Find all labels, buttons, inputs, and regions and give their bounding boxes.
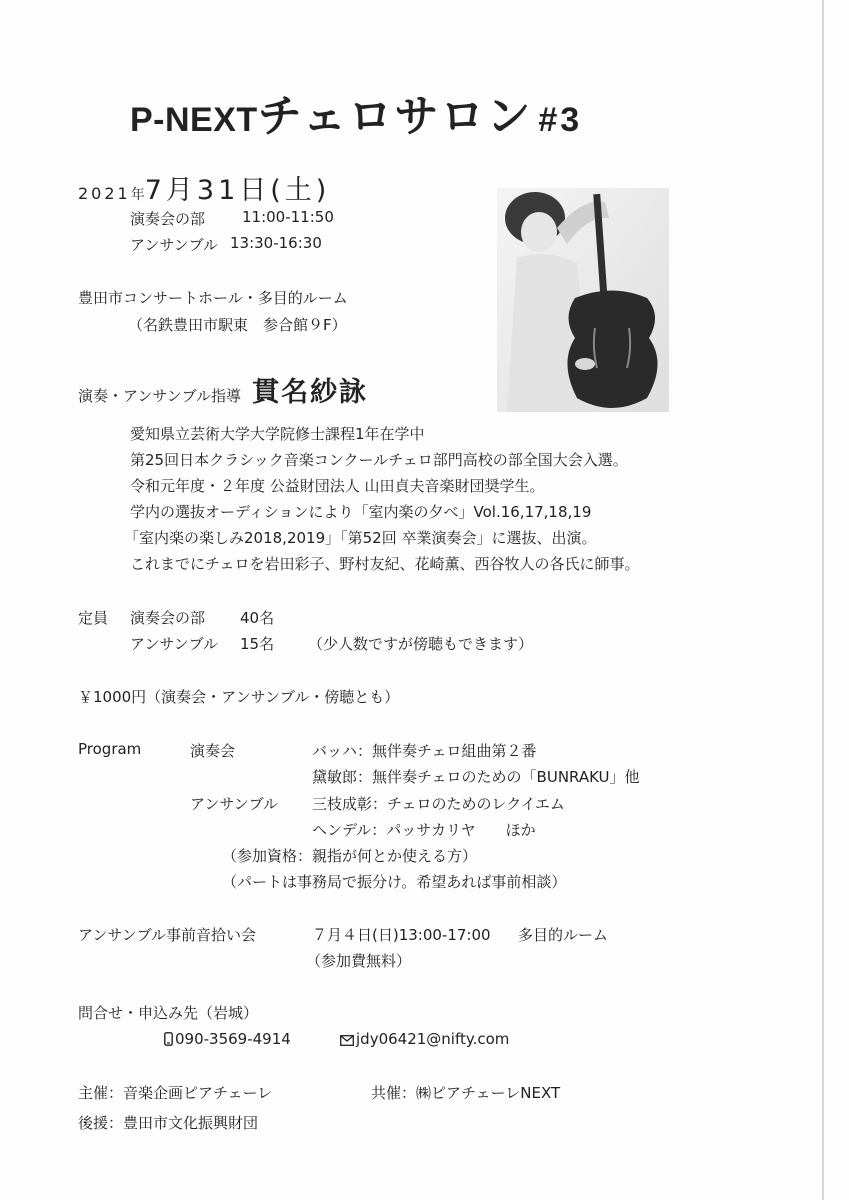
venue-detail: （名鉄豊田市駅東 参合館９F）: [128, 316, 347, 334]
capacity-concert-label: 演奏会の部: [130, 609, 206, 627]
capacity-concert: [78, 607, 275, 628]
page-edge-line: [822, 0, 824, 1200]
envelope-icon: [340, 1035, 354, 1046]
organizer-main: 主催：音楽企画ピアチェーレ: [78, 1084, 273, 1102]
event-date: [78, 168, 330, 207]
date-monthday: 7月31日(土): [144, 175, 331, 206]
capacity-note: （少人数ですが傍聴もできます）: [308, 635, 534, 653]
title-prefix: P-NEXT: [130, 101, 258, 139]
rehearsal-datetime: ７月４日(日)13:00-17:00: [312, 926, 491, 944]
program-item: バッハ：無伴奏チェロ組曲第２番: [312, 742, 537, 760]
program-label: Program: [78, 740, 142, 758]
bio-line: これまでにチェロを岩田彩子、野村友紀、花崎薫、西谷牧人の各氏に師事。: [130, 555, 640, 573]
bio-line: 令和元年度・２年度 公益財団法人 山田貞夫音楽財団奨学生。: [130, 477, 545, 495]
capacity-ensemble: [130, 633, 534, 654]
instructor-bio: [124, 421, 640, 577]
contact-label: 問合せ・申込み先（岩城）: [78, 1004, 259, 1022]
date-year-kanji: 年: [130, 187, 145, 203]
contact-email[interactable]: [340, 1030, 509, 1048]
capacity-ensemble-value: 15名: [240, 635, 275, 653]
organizer-co: 共催：㈱ピアチェーレNEXT: [371, 1084, 561, 1102]
bio-line: 第25回日本クラシック音楽コンクールチェロ部門高校の部全国大会入選。: [130, 451, 628, 469]
support: 後援：豊田市文化振興財団: [78, 1114, 259, 1132]
program-item: 三枝成彰：チェロのためのレクイエム: [312, 795, 565, 813]
program-ensemble-label: アンサンブル: [190, 795, 279, 813]
instructor: [78, 370, 368, 409]
schedule-label: 演奏会の部: [130, 210, 206, 228]
contact-email-address: jdy06421@nifty.com: [356, 1030, 510, 1048]
contact-phone[interactable]: [164, 1030, 291, 1048]
schedule-concert: [130, 208, 334, 229]
instructor-role: 演奏・アンサンブル指導: [78, 387, 242, 405]
title-main: チェロサロン: [257, 91, 533, 142]
capacity-concert-value: 40名: [240, 609, 275, 627]
contact-phone-number: 090-3569-4914: [175, 1030, 291, 1048]
rehearsal-note: （参加費無料）: [306, 952, 412, 970]
program-note: （参加資格：親指が何とか使える方）: [222, 847, 478, 865]
rehearsal-label: アンサンブル事前音拾い会: [78, 926, 257, 944]
program-item: ヘンデル：パッサカリヤ ほか: [312, 821, 536, 839]
cellist-photo-illustration: [497, 188, 669, 412]
title-number: #3: [538, 101, 583, 139]
schedule-time: 11:00-11:50: [242, 208, 334, 226]
instructor-name: 貫名紗詠: [252, 377, 369, 408]
price: ￥1000円（演奏会・アンサンブル・傍聴とも）: [78, 688, 400, 706]
venue-name: 豊田市コンサートホール・多目的ルーム: [78, 289, 348, 307]
bio-line: 「室内楽の楽しみ2018,2019」「第52回 卒業演奏会」に選抜、出演。: [124, 529, 597, 547]
schedule-time: 13:30-16:30: [230, 234, 322, 252]
cellist-photo: [497, 188, 669, 412]
bio-line: 愛知県立芸術大学大学院修士課程1年在学中: [130, 425, 425, 443]
program-item: 黛敏郎：無伴奏チェロのための「BUNRAKU」他: [312, 768, 640, 786]
program-concert-label: 演奏会: [190, 742, 236, 760]
capacity-ensemble-label: アンサンブル: [130, 635, 219, 653]
program-note: （パートは事務局で振分け。希望あれば事前相談）: [222, 873, 567, 891]
date-year: 2021: [78, 184, 131, 203]
rehearsal-place: 多目的ルーム: [518, 926, 609, 944]
capacity-label: 定員: [78, 609, 109, 627]
schedule-ensemble: [130, 234, 322, 255]
schedule-label: アンサンブル: [130, 236, 219, 254]
flyer-title: [130, 80, 582, 144]
mobile-phone-icon: [164, 1032, 173, 1046]
bio-line: 学内の選抜オーディションにより「室内楽の夕べ」Vol.16,17,18,19: [130, 503, 592, 521]
